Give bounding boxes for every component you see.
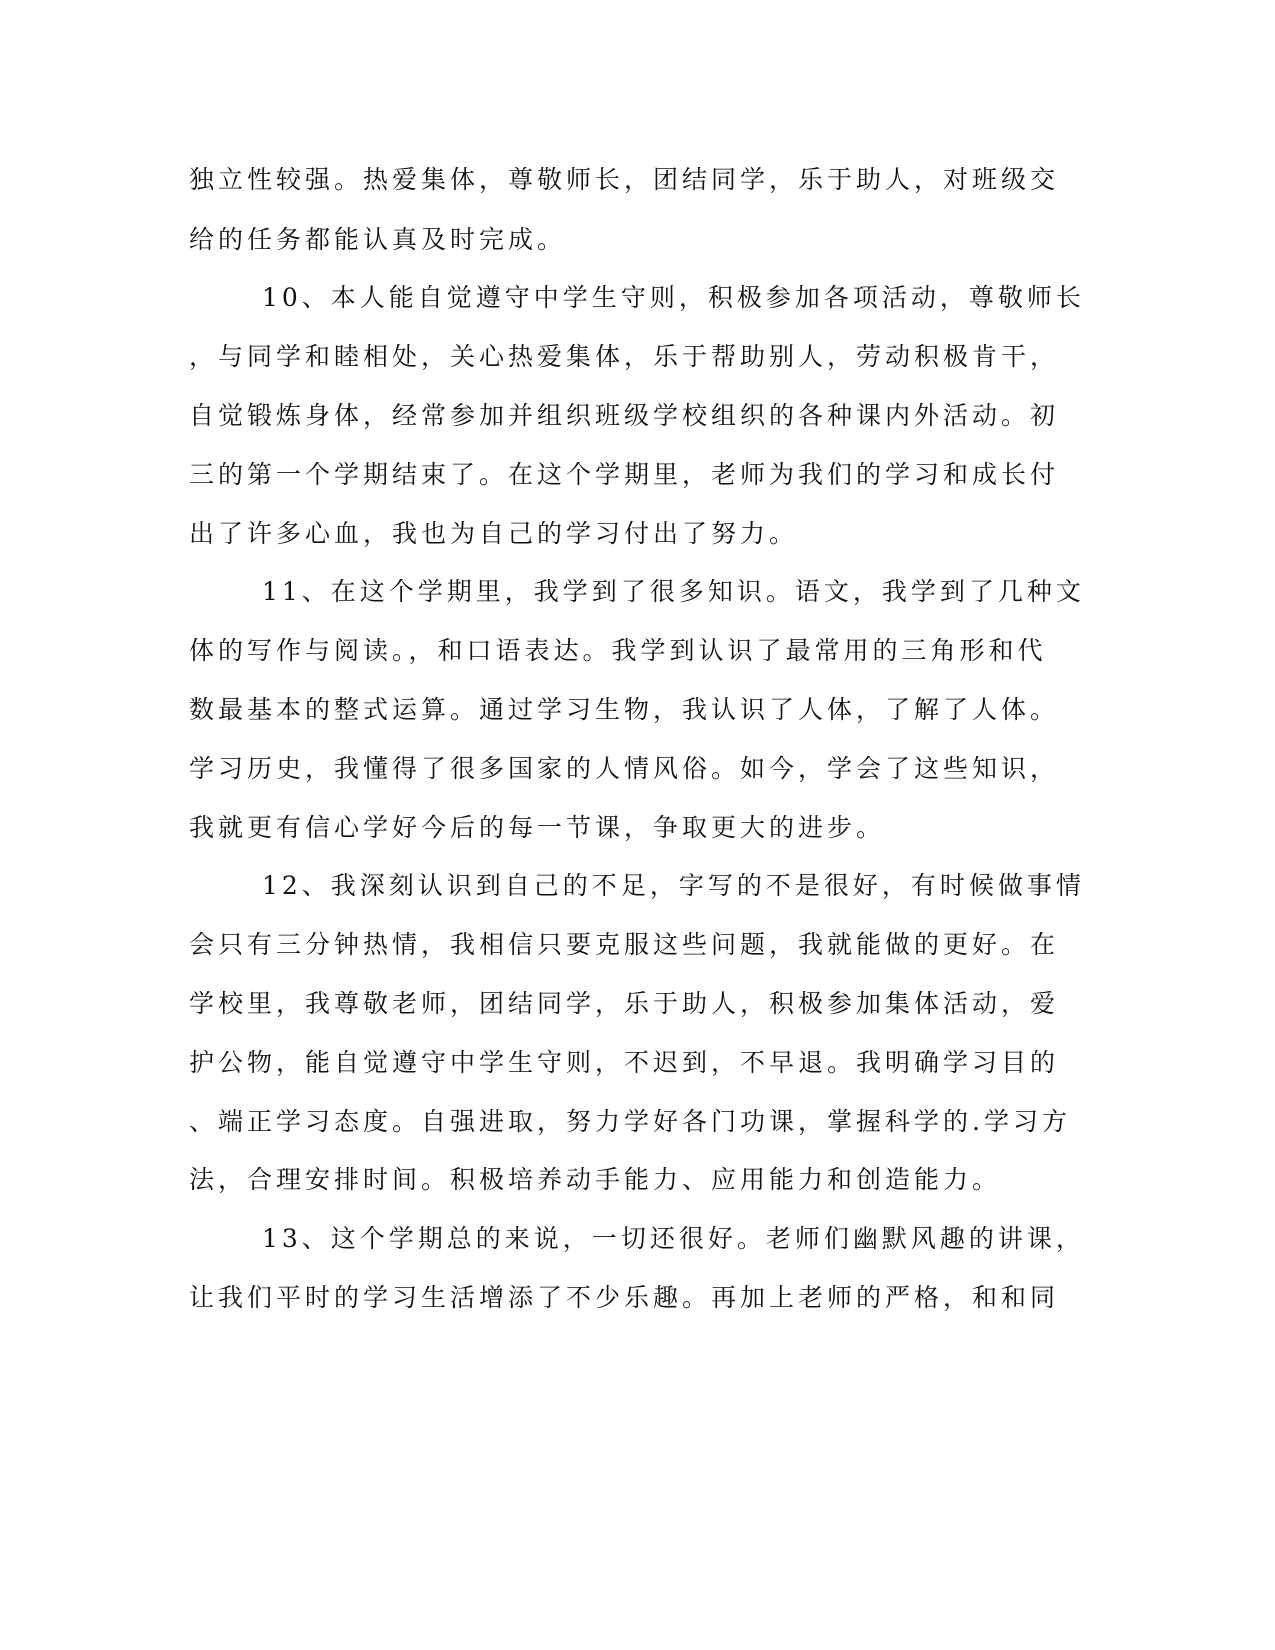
text-line: 出了许多心血，我也为自己的学习付出了努力。 [189,519,799,548]
paragraph-start-line: 13、这个学期总的来说，一切还很好。老师们幽默风趣的讲课， [262,1224,1085,1253]
text-line: 三的第一个学期结束了。在这个学期里，老师为我们的学习和成长付 [189,460,1060,489]
text-line: 我就更有信心学好今后的每一节课，争取更大的进步。 [189,813,886,842]
paragraph-start-line: 12、我深刻认识到自己的不足，字写的不是很好，有时候做事情 [262,871,1085,900]
text-line: 护公物，能自觉遵守中学生守则，不迟到，不早退。我明确学习目的 [189,1048,1060,1077]
text-line: 学习历史，我懂得了很多国家的人情风俗。如今，学会了这些知识， [189,754,1060,783]
text-line: 独立性较强。热爱集体，尊敬师长，团结同学，乐于助人，对班级交 [189,165,1060,194]
text-line: 法，合理安排时间。积极培养动手能力、应用能力和创造能力。 [189,1165,1002,1194]
paragraph-start-line: 11、在这个学期里，我学到了很多知识。语文，我学到了几种文 [262,577,1085,606]
text-line: 自觉锻炼身体，经常参加并组织班级学校组织的各种课内外活动。初 [189,401,1060,430]
paragraph-start-line: 10、本人能自觉遵守中学生守则，积极参加各项活动，尊敬师长 [262,283,1085,312]
text-line: 会只有三分钟热情，我相信只要克服这些问题，我就能做的更好。在 [189,930,1060,959]
text-line: 让我们平时的学习生活增添了不少乐趣。再加上老师的严格，和和同 [189,1283,1060,1312]
text-line: 数最基本的整式运算。通过学习生物，我认识了人体，了解了人体。 [189,695,1060,724]
text-line: 给的任务都能认真及时完成。 [189,225,567,254]
text-line: 、端正学习态度。自强进取，努力学好各门功课，掌握科学的.学习方 [189,1107,1071,1136]
text-line: 体的写作与阅读。，和口语表达。我学到认识了最常用的三角形和代 [189,636,1047,665]
text-line: 学校里，我尊敬老师，团结同学，乐于助人，积极参加集体活动，爱 [189,989,1060,1018]
text-line: ，与同学和睦相处，关心热爱集体，乐于帮助别人，劳动积极肯干， [189,342,1060,371]
